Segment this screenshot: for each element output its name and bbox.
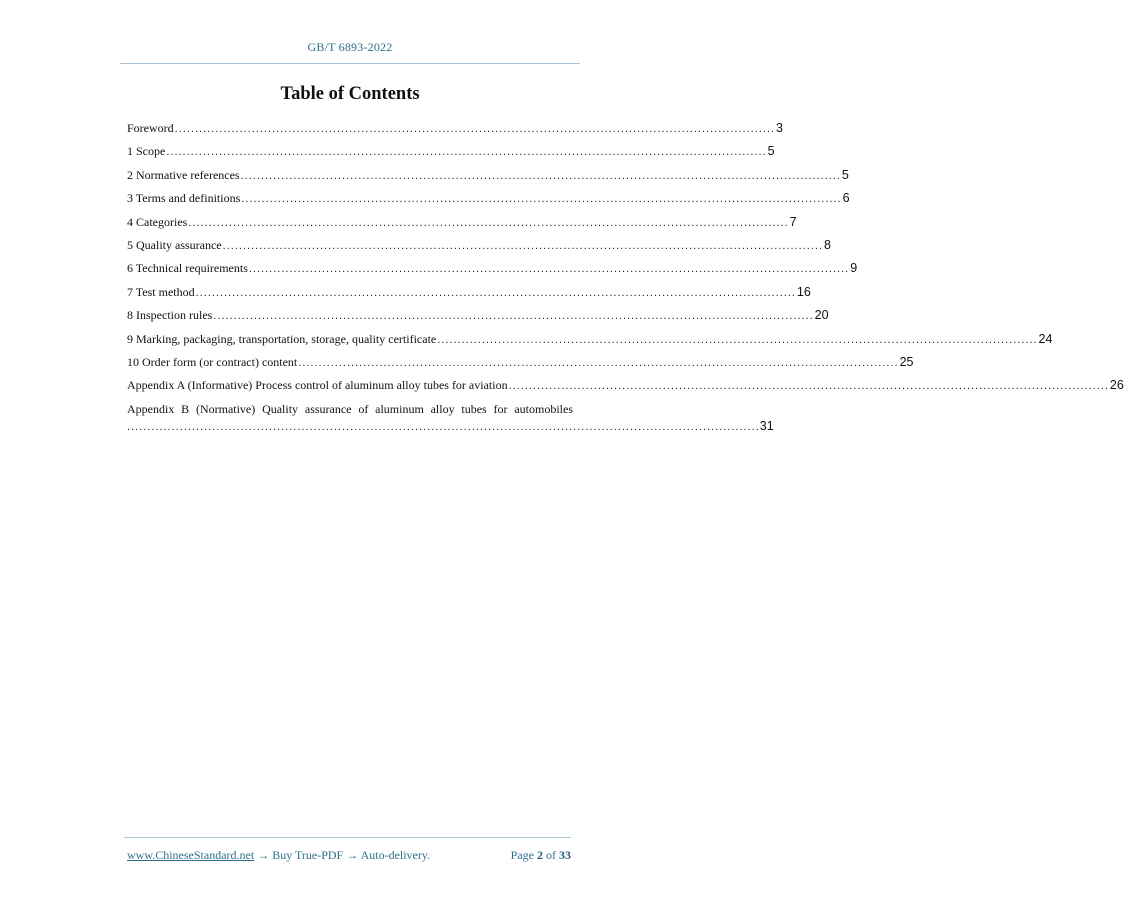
dot-leader: .................................................................................................................................................... <box>508 380 1109 393</box>
dot-leader: .................................................................................................................................................... <box>248 263 850 276</box>
toc-entry-test-method[interactable] <box>127 281 811 304</box>
dot-leader: .................................................................................................................................................... <box>188 216 789 229</box>
toc-entry-quality-assurance[interactable] <box>127 234 831 257</box>
toc-entry-text: 5 Quality assurance <box>127 237 222 252</box>
toc-entry-text: 7 Test method <box>127 284 195 299</box>
toc-entry-appendix-b[interactable] <box>127 398 774 436</box>
toc-entry-categories[interactable] <box>127 211 797 234</box>
toc-entry-text: 8 Inspection rules <box>127 308 213 323</box>
toc-entry-page: 6 <box>842 191 850 206</box>
toc-entry-page: 7 <box>789 214 797 229</box>
toc-entry-terms-and-definitions[interactable] <box>127 187 850 210</box>
dot-leader: .................................................................................................................................................... <box>222 239 823 252</box>
toc-entry-normative-references[interactable] <box>127 164 849 187</box>
dot-leader: .................................................................................................................................................... <box>195 286 796 299</box>
toc-entry-text: Foreword <box>127 121 174 135</box>
toc-entry-text: Appendix B (Normative) Quality assurance of aluminum alloy tubes for automobiles <box>127 401 573 416</box>
toc-entry-technical-requirements[interactable] <box>127 257 858 280</box>
toc-entry-text: 2 Normative references <box>127 167 240 182</box>
toc-entry-page: 31 <box>759 418 774 433</box>
toc-entry-order-form[interactable] <box>127 351 914 374</box>
footer-divider <box>124 837 571 838</box>
toc-list <box>127 117 1124 436</box>
toc-entry-page: 16 <box>796 284 811 299</box>
page-indicator <box>511 848 571 863</box>
toc-entry-text: 4 Categories <box>127 214 188 229</box>
header-doc-code: GB/T 6893-2022 <box>307 40 393 54</box>
dot-leader: .................................................................................................................................................... <box>437 333 1038 346</box>
toc-entry-inspection-rules[interactable] <box>127 304 829 327</box>
dot-leader: ............................................................................................................................................................ <box>127 420 760 433</box>
dot-leader: .................................................................................................................................................... <box>241 193 842 206</box>
toc-entry-text: 3 Terms and definitions <box>127 191 241 206</box>
toc-entry-scope[interactable] <box>127 140 775 163</box>
toc-entry-page: 5 <box>841 167 849 182</box>
toc-entry-page: 20 <box>814 308 829 323</box>
dot-leader: .................................................................................................................................................... <box>213 310 814 323</box>
toc-entry-page: 8 <box>823 237 831 252</box>
toc-entry-page: 26 <box>1109 378 1124 393</box>
dot-leader: .................................................................................................................................................... <box>298 356 899 369</box>
toc-entry-foreword[interactable] <box>127 117 783 140</box>
site-link[interactable]: www.ChineseStandard.net <box>127 848 255 862</box>
page-of: of <box>543 848 559 862</box>
toc-entry-text: 9 Marking, packaging, transportation, storage, quality certificate <box>127 331 437 346</box>
promo-text: → Buy True-PDF → Auto-delivery. <box>254 848 431 862</box>
header-divider <box>120 63 580 64</box>
page-prefix: Page <box>510 848 537 862</box>
toc-entry-page: 3 <box>775 121 783 135</box>
page-total: 33 <box>559 848 571 862</box>
toc-entry-text: Appendix A (Informative) Process control of aluminum alloy tubes for aviation <box>127 378 508 393</box>
dot-leader: .................................................................................................................................................... <box>174 123 775 135</box>
footer-promo <box>127 848 430 863</box>
toc-entry-page: 25 <box>899 354 914 369</box>
toc-entry-page: 9 <box>850 261 858 276</box>
toc-entry-text: 6 Technical requirements <box>127 261 248 276</box>
toc-entry-page: 24 <box>1038 331 1053 346</box>
page-current: 2 <box>537 848 543 862</box>
dot-leader: .................................................................................................................................................... <box>240 169 841 182</box>
toc-entry-text: 1 Scope <box>127 144 166 159</box>
toc-entry-text: 10 Order form (or contract) content <box>127 354 298 369</box>
dot-leader: .................................................................................................................................................... <box>166 146 767 159</box>
toc-entry-marking-packaging[interactable] <box>127 328 1053 351</box>
toc-entry-appendix-a[interactable] <box>127 374 1124 397</box>
page-title: Table of Contents <box>280 84 420 104</box>
toc-entry-page: 5 <box>767 144 775 159</box>
